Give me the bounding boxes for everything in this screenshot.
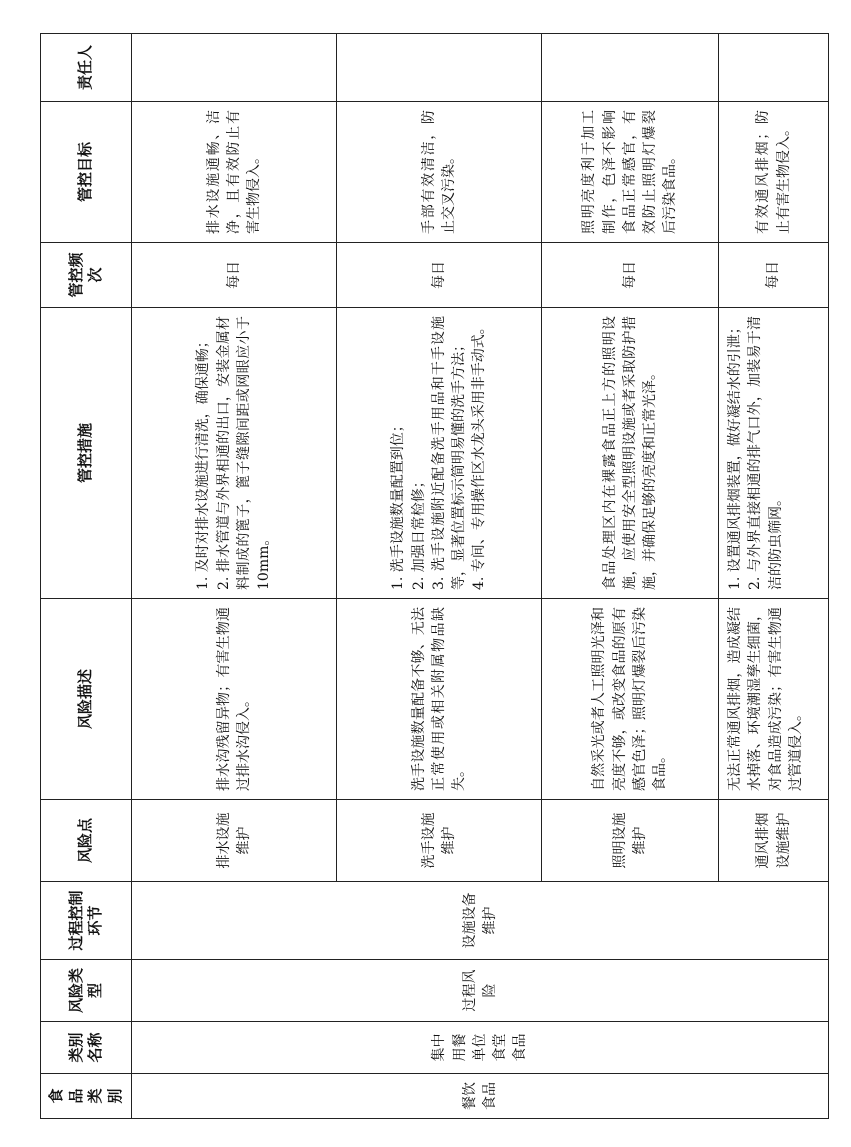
control-measures-cell <box>132 308 337 599</box>
frequency-cell: 每日 <box>719 243 829 308</box>
responsible-cell <box>542 34 719 102</box>
control-measures-cell <box>542 308 719 599</box>
header-risk-type: 风险类型 <box>41 960 132 1022</box>
measure-line: 2. 排水管道与外界相通的出口，安装金属材料制成的篦子，篦子缝隙间距或网眼应小于10mm。 <box>215 316 273 590</box>
header-risk-point: 风险点 <box>41 800 132 882</box>
header-process-step: 过程控制环节 <box>41 882 132 960</box>
risk-description-cell: 自然采光或者人工照明光泽和亮度不够，或改变食品的原有感官色泽；照明灯爆裂后污染食品。 <box>542 599 719 800</box>
risk-point-cell: 照明设施维护 <box>542 800 719 882</box>
risk-point-cell: 洗手设施维护 <box>337 800 542 882</box>
risk-description-cell: 无法正常通风排烟，造成凝结水掉落、环境潮湿孳生细菌，对食品造成污染；有害生物通过管道侵入。 <box>719 599 829 800</box>
header-responsible-person: 责任人 <box>41 34 132 102</box>
category-name-cell: 集中用餐单位食堂食品 <box>132 1022 829 1074</box>
control-measures-cell <box>719 308 829 599</box>
control-target-cell: 手部有效清洁，防止交叉污染。 <box>337 102 542 243</box>
control-target-cell: 排水设施通畅、洁净，且有效防止有害生物侵入。 <box>132 102 337 243</box>
risk-description-cell: 排水沟残留异物；有害生物通过排水沟侵入。 <box>132 599 337 800</box>
measure-line: 食品处理区内在裸露食品正上方的照明设施，应使用安全型照明设施或者采取防护措施，并确保足够的亮度和正常光泽。 <box>601 316 659 590</box>
risk-type-cell: 过程风险 <box>132 960 829 1022</box>
measure-line: 4. 专间、专用操作区水龙头采用非手动式。 <box>471 320 488 590</box>
risk-description-cell: 洗手设施数量配备不够、无法正常使用或相关附属物品缺失。 <box>337 599 542 800</box>
header-category-name: 类别名称 <box>41 1022 132 1074</box>
risk-point-cell: 通风排烟设施维护 <box>719 800 829 882</box>
measure-line: 3. 洗手设施附近配备洗手用品和干手设施等，显著位置标示简明易懂的洗手方法； <box>430 316 468 590</box>
responsible-cell <box>719 34 829 102</box>
header-control-target: 管控目标 <box>41 102 132 243</box>
control-target-cell: 有效通风排烟；防止有害生物侵入。 <box>719 102 829 243</box>
frequency-cell: 每日 <box>337 243 542 308</box>
measure-line: 2. 与外界直接相通的排气口外，加装易于清洁的防虫筛网。 <box>747 316 784 590</box>
control-target-cell: 照明亮度利于加工制作，色泽不影响食品正常感官，有效防止照明灯爆裂后污染食品。 <box>542 102 719 243</box>
food-category-cell: 餐饮食品 <box>132 1074 829 1119</box>
risk-point-cell: 排水设施维护 <box>132 800 337 882</box>
risk-control-table <box>40 33 829 1119</box>
frequency-cell: 每日 <box>132 243 337 308</box>
table-row <box>132 34 337 1119</box>
header-row <box>41 34 132 1119</box>
measure-line: 2. 加强日常检修； <box>410 474 427 590</box>
control-measures-cell <box>337 308 542 599</box>
measure-line: 1. 设置通风排烟装置，做好凝结水的引泄； <box>727 320 743 590</box>
measure-line: 1. 及时对排水设施进行清洗，确保通畅； <box>195 334 212 590</box>
measure-line: 1. 洗手设施数量配置到位； <box>390 418 407 590</box>
responsible-cell <box>132 34 337 102</box>
header-control-frequency: 管控频次 <box>41 243 132 308</box>
header-control-measures: 管控措施 <box>41 308 132 599</box>
responsible-cell <box>337 34 542 102</box>
process-step-cell: 设施设备维护 <box>132 882 829 960</box>
header-risk-description: 风险描述 <box>41 599 132 800</box>
frequency-cell: 每日 <box>542 243 719 308</box>
header-food-category: 食品类别 <box>41 1074 132 1119</box>
